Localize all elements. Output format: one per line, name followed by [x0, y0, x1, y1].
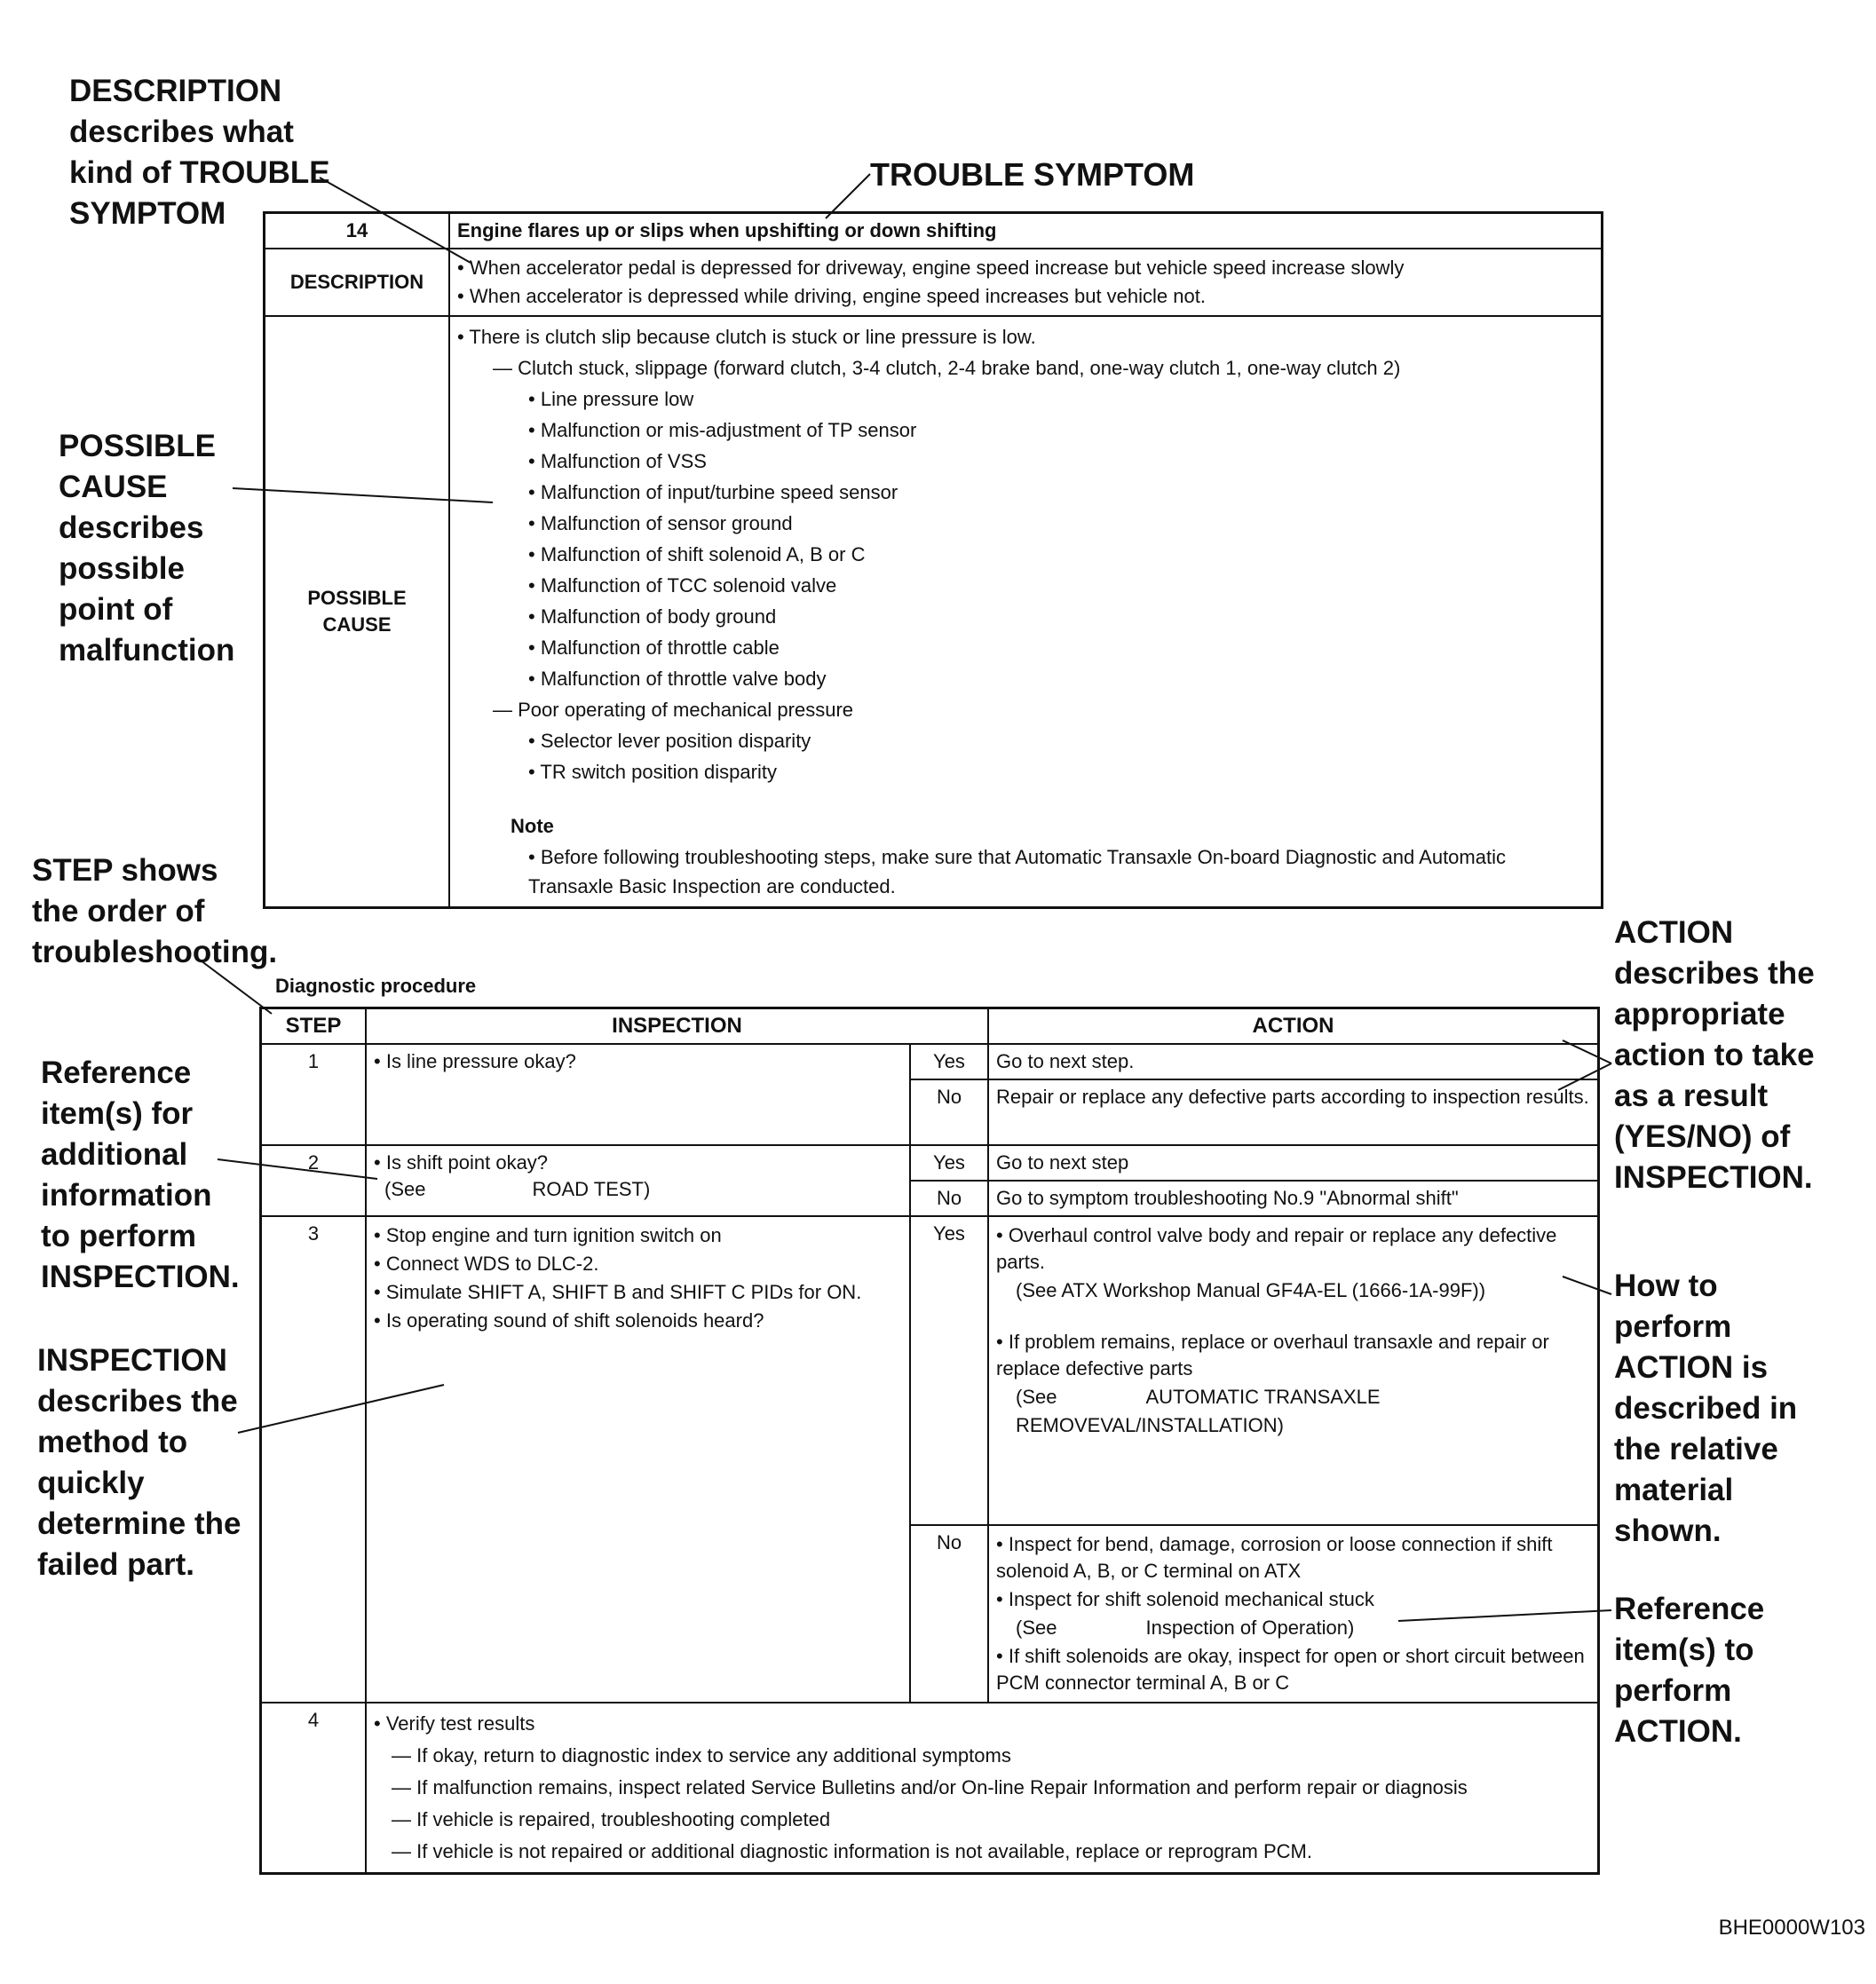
callout-inspection: INSPECTION describes the method to quickly determine the failed part. — [37, 1343, 241, 1582]
action-reference — [996, 1384, 1590, 1411]
callout-description: DESCRIPTION describes what kind of TROUBLE SYMPTOM — [69, 74, 330, 231]
step4-intro: • Verify test results — [374, 1709, 1590, 1739]
see-reference: AUTOMATIC TRANSAXLE — [1145, 1386, 1381, 1408]
cause-item: • Malfunction of VSS — [457, 447, 1594, 476]
step4-item: — If vehicle is repaired, troubleshooting completed — [374, 1805, 1590, 1835]
description-item: • When accelerator is depressed while driving, engine speed increases but vehicle not. — [457, 283, 1594, 310]
action-yes — [988, 1216, 1599, 1525]
note-body: • Before following troubleshooting steps, make sure that Automatic Transaxle On-board Diagnostic and Automatic Transaxle Basic Inspection are conducted. — [457, 842, 1594, 901]
cause-intro: • There is clutch slip because clutch is stuck or line pressure is low. — [457, 322, 1594, 352]
callout-how-to-action: How to perform ACTION is described in the relative material shown. — [1614, 1269, 1798, 1548]
no-label: No — [910, 1181, 988, 1216]
action-yes: Go to next step. — [988, 1044, 1599, 1079]
no-label: No — [910, 1079, 988, 1145]
header-step: STEP — [261, 1008, 367, 1045]
step4-item: — If okay, return to diagnostic index to service any additional symptoms — [374, 1741, 1590, 1771]
action-no: Repair or replace any defective parts according to inspection results. — [988, 1079, 1599, 1145]
see-prefix: (See — [384, 1178, 426, 1200]
procedure-table — [259, 1007, 1600, 1875]
symptom-table — [263, 211, 1603, 909]
action-item: • Overhaul control valve body and repair or replace any defective parts. — [996, 1222, 1590, 1276]
callout-reference-action: Reference item(s) to perform ACTION. — [1614, 1592, 1765, 1749]
cause-group-pressure: — Poor operating of mechanical pressure — [457, 695, 1594, 724]
see-reference: ROAD TEST) — [532, 1178, 651, 1200]
inspection-text: • Connect WDS to DLC-2. — [374, 1251, 902, 1277]
action-item: • Inspect for shift solenoid mechanical stuck — [996, 1586, 1590, 1613]
action-yes: Go to next step — [988, 1145, 1599, 1181]
description-item: • When accelerator pedal is depressed for driveway, engine speed increase but vehicle speed increase slowly — [457, 255, 1594, 281]
yes-label: Yes — [910, 1044, 988, 1079]
cause-item: • Malfunction of throttle cable — [457, 633, 1594, 662]
cause-item: • Malfunction of sensor ground — [457, 509, 1594, 538]
see-reference: Inspection of Operation) — [1145, 1616, 1355, 1639]
see-reference-cont: REMOVEVAL/INSTALLATION) — [1016, 1414, 1284, 1436]
cause-item: • Malfunction of TCC solenoid valve — [457, 571, 1594, 600]
inspection-reference — [374, 1176, 902, 1203]
step-number: 1 — [261, 1044, 367, 1145]
action-reference — [996, 1615, 1590, 1641]
cause-item: • Malfunction or mis-adjustment of TP sensor — [457, 415, 1594, 445]
cause-item: • Malfunction of throttle valve body — [457, 664, 1594, 693]
inspection-text: • Is line pressure okay? — [374, 1050, 576, 1072]
callout-reference-inspection: Reference item(s) for additional information to perform INSPECTION. — [41, 1055, 240, 1294]
action-item: • Inspect for bend, damage, corrosion or loose connection if shift solenoid A, B, or C terminal on ATX — [996, 1531, 1590, 1585]
cause-item: • Malfunction of shift solenoid A, B or C — [457, 540, 1594, 569]
step-number: 3 — [261, 1216, 367, 1703]
cause-item: • Line pressure low — [457, 384, 1594, 414]
inspection-cell — [366, 1044, 910, 1145]
symptom-number: 14 — [265, 213, 450, 249]
symptom-title: Engine flares up or slips when upshifting or down shifting — [449, 213, 1603, 249]
step4-item: — If malfunction remains, inspect related Service Bulletins and/or On-line Repair Information and perform repair or diagnosis — [374, 1773, 1590, 1803]
cause-group-clutch: — Clutch stuck, slippage (forward clutch, 3-4 clutch, 2-4 brake band, one-way clutch 1, one-way clutch 2) — [457, 353, 1594, 383]
inspection-cell — [366, 1216, 910, 1703]
see-prefix: (See — [1016, 1616, 1057, 1639]
action-reference: (See ATX Workshop Manual GF4A-EL (1666-1A-99F)) — [1016, 1279, 1486, 1301]
description-label: DESCRIPTION — [265, 249, 450, 316]
callout-trouble-symptom: TROUBLE SYMPTOM — [870, 156, 1195, 193]
cause-item: • Selector lever position disparity — [457, 726, 1594, 755]
no-label: No — [910, 1525, 988, 1703]
note-title: Note — [511, 815, 554, 837]
see-prefix: (See — [1016, 1386, 1057, 1408]
header-inspection: INSPECTION — [366, 1008, 988, 1045]
inspection-text: • Is shift point okay? — [374, 1150, 902, 1176]
diagnostic-procedure-title: Diagnostic procedure — [275, 975, 477, 997]
step-number: 4 — [261, 1703, 367, 1874]
callout-step: STEP shows the order of troubleshooting. — [32, 853, 278, 969]
possible-cause-cell — [449, 316, 1603, 908]
callout-action: ACTION describes the appropriate action to take as a result (YES/NO) of INSPECTION. — [1614, 915, 1815, 1195]
inspection-cell — [366, 1145, 910, 1216]
inspection-text: • Simulate SHIFT A, SHIFT B and SHIFT C PIDs for ON. — [374, 1279, 902, 1306]
yes-label: Yes — [910, 1216, 988, 1525]
action-no: Go to symptom troubleshooting No.9 "Abnormal shift" — [988, 1181, 1599, 1216]
cause-item: • Malfunction of body ground — [457, 602, 1594, 631]
callout-possible-cause: POSSIBLE CAUSE describes possible point of malfunction — [59, 429, 235, 668]
step-number: 2 — [261, 1145, 367, 1216]
description-cell — [449, 249, 1603, 316]
action-item: • If problem remains, replace or overhaul transaxle and repair or replace defective parts — [996, 1329, 1590, 1382]
possible-cause-label: POSSIBLE CAUSE — [265, 316, 450, 908]
action-item: • If shift solenoids are okay, inspect for open or short circuit between PCM connector terminal A, B or C — [996, 1643, 1590, 1696]
action-no — [988, 1525, 1599, 1703]
step4-item: — If vehicle is not repaired or additional diagnostic information is not available, replace or reprogram PCM. — [374, 1837, 1590, 1867]
yes-label: Yes — [910, 1145, 988, 1181]
cause-item: • Malfunction of input/turbine speed sensor — [457, 478, 1594, 507]
inspection-text: • Stop engine and turn ignition switch on — [374, 1222, 902, 1249]
cause-item: • TR switch position disparity — [457, 757, 1594, 786]
step4-cell — [366, 1703, 1599, 1874]
inspection-text: • Is operating sound of shift solenoids heard? — [374, 1308, 902, 1334]
header-action: ACTION — [988, 1008, 1599, 1045]
figure-code: BHE0000W103 — [1718, 1916, 1865, 1940]
